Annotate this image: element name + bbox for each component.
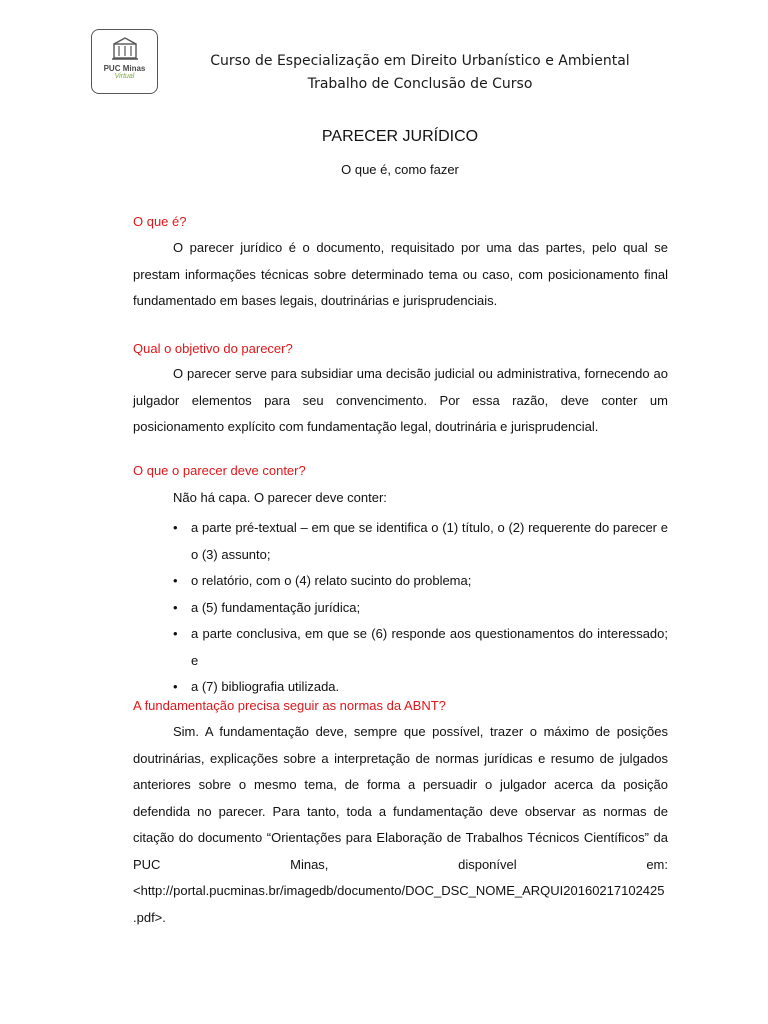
section-text-what-is: O parecer jurídico é o documento, requisitado por uma das partes, pelo qual se prestam informações técnicas sobre determinado tema ou caso, com posicionamento final fundamentado em bases legais, doutrinárias e jurisprudenciais. [133, 240, 668, 308]
section-heading-what-is: O que é? [133, 214, 187, 229]
bullet-icon: • [173, 573, 178, 588]
puc-minas-logo [91, 29, 158, 94]
puc-crest-icon [110, 36, 140, 62]
section-heading-objective: Qual o objetivo do parecer? [133, 341, 293, 356]
bullet-icon: • [173, 599, 178, 615]
section-heading-contents: O que o parecer deve conter? [133, 463, 306, 478]
section-intro-contents: Não há capa. O parecer deve conter: [173, 490, 387, 505]
bullet-icon: • [173, 626, 178, 641]
list-item: • a (7) bibliografia utilizada. [133, 674, 668, 701]
logo-subname: Virtual [114, 73, 135, 80]
document-title: PARECER JURÍDICO [321, 128, 479, 145]
bullet-icon: • [173, 520, 178, 535]
document-header [185, 50, 655, 96]
section-text-objective: O parecer serve para subsidiar uma decisão judicial ou administrativa, fornecendo ao julgador elementos para seu convencimento. Por essa razão, deve conter um posicionamento explícito com fundamentação legal, doutrinária e jurisprudencial. [133, 366, 668, 434]
list-item: • a parte conclusiva, em que se (6) responde aos questionamentos do interessado; e [133, 621, 668, 674]
bullet-icon: • [173, 679, 178, 694]
course-work-type: Trabalho de Conclusão de Curso [307, 76, 533, 92]
section-heading-abnt: A fundamentação precisa seguir as normas da ABNT? [133, 698, 446, 713]
list-item: • o relatório, com o (4) relato sucinto do problema; [133, 568, 668, 595]
course-name: Curso de Especialização em Direito Urbanístico e Ambiental [210, 53, 630, 69]
logo-name: PUC Minas [103, 64, 146, 73]
section-text-abnt: Sim. A fundamentação deve, sempre que possível, trazer o máximo de posições doutrinárias, explicações sobre a interpretação de normas jurídicas e resumo de julgados anteriores sobre o mesmo tema, de forma a persuadir o julgador acerca da posição defendida no parecer. Para tanto, toda a fundamentação deve observar as normas de citação do documento “Orientações para Elaboração de Trabalhos Técnicos Científicos” da PUC Minas, disponível em: <http://portal.pucminas.br/imagedb/documento/DOC_DSC_NOME_ARQUI20160217102425 .pdf>. [133, 724, 668, 925]
contents-list [133, 515, 668, 701]
list-item: • a parte pré-textual – em que se identifica o (1) título, o (2) requerente do parecer e o (3) assunto; [133, 515, 668, 568]
list-item: • a (5) fundamentação jurídica; [133, 595, 668, 622]
document-subtitle: O que é, como fazer [341, 162, 459, 177]
